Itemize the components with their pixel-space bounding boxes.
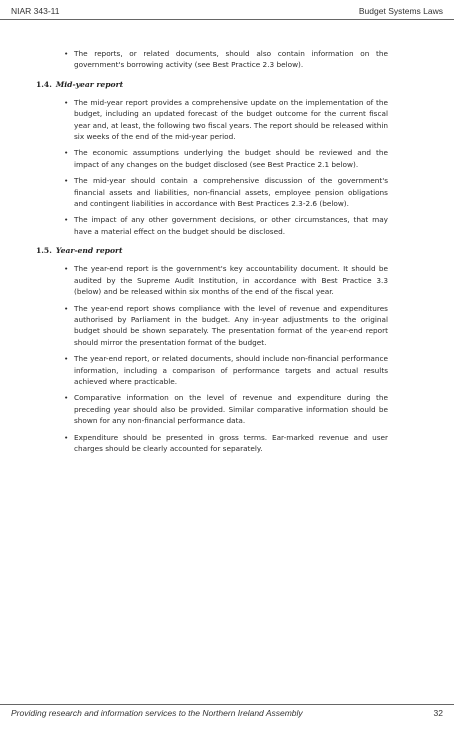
section-heading-year-end [36, 246, 388, 255]
document-id: NIAR 343-11 [11, 6, 60, 16]
section-number: 1.5. [36, 246, 52, 256]
section-number: 1.4. [36, 79, 52, 89]
intro-bullet-list [62, 48, 388, 71]
list-item: • The mid-year should contain a comprehensive discussion of the government's financial assets and liabilities, non-financial assets, employee pension obligations and contingent liabilities in accordance with Best Practices 2.3-2.6 (below). [62, 175, 388, 209]
section-heading-mid-year [36, 80, 388, 89]
section-title: Year-end report [55, 246, 123, 256]
header-divider [0, 19, 454, 20]
list-item: • The year-end report, or related documents, should include non-financial performance information, including a comparison of performance targets and actual results achieved where practicable. [62, 353, 388, 387]
footer-divider [0, 704, 454, 705]
list-item: • The mid-year report provides a comprehensive update on the implementation of the budget, including an updated forecast of the budget outcome for the current fiscal year and, at least, the following two fiscal years. The report should be released within six weeks of the end of the mid-year period. [62, 97, 388, 143]
page-body [36, 48, 389, 459]
list-item: • The economic assumptions underlying the budget should be reviewed and the impact of any changes on the budget disclosed (see Best Practice 2.1 below). [62, 147, 388, 170]
section-title: Mid-year report [55, 79, 124, 89]
list-item: • The year-end report is the government's key accountability document. It should be audited by the Supreme Audit Institution, in accordance with Best Practice 3.3 (below) and be released within six months of the end of the fiscal year. [62, 263, 388, 297]
mid-year-bullet-list [62, 97, 388, 237]
list-item: • Expenditure should be presented in gross terms. Ear-marked revenue and user charges should be clearly accounted for separately. [62, 432, 388, 455]
list-item: • Comparative information on the level of revenue and expenditure during the preceding year should also be provided. Similar comparative information should be shown for any non-financial performance data. [62, 392, 388, 426]
list-item: • The year-end report shows compliance with the level of revenue and expenditures authorised by Parliament in the budget. Any in-year adjustments to the original budget should be shown separately. The presentation format of the year-end report should mirror the presentation format of the budget. [62, 303, 388, 349]
page-header [11, 4, 443, 18]
page-number: 32 [433, 708, 443, 718]
year-end-bullet-list [62, 263, 388, 454]
document-title: Budget Systems Laws [358, 6, 443, 16]
footer-tagline: Providing research and information services to the Northern Ireland Assembly [11, 708, 303, 718]
list-item: • The reports, or related documents, should also contain information on the government's borrowing activity (see Best Practice 2.3 below). [62, 48, 388, 71]
page-footer [11, 706, 443, 720]
list-item: • The impact of any other government decisions, or other circumstances, that may have a material effect on the budget should be disclosed. [62, 214, 388, 237]
